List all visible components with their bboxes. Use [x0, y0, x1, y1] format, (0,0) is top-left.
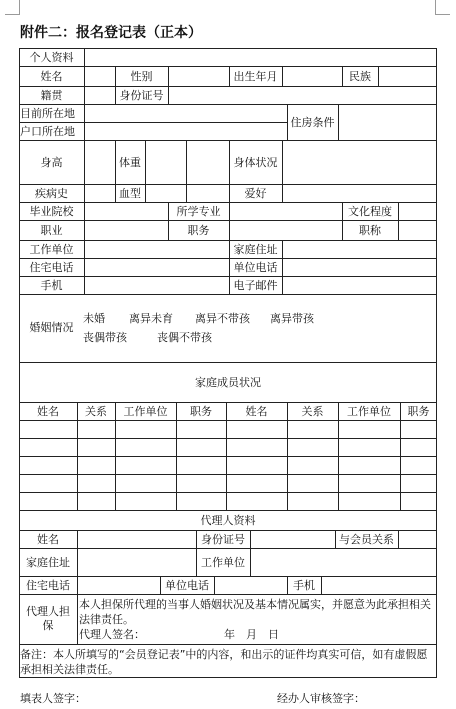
family-col-relation: 关系 [85, 405, 107, 418]
label-work-unit: 工作单位 [29, 243, 74, 256]
section-personal-info: 个人资料 [29, 51, 74, 64]
label-name: 姓名 [40, 70, 63, 83]
label-medical-history: 疾病史 [35, 187, 68, 200]
label-native-place: 籍贯 [40, 89, 63, 102]
family-col-work-unit: 工作单位 [347, 405, 391, 418]
label-gender: 性别 [130, 70, 153, 83]
agent-label-mobile: 手机 [293, 579, 315, 592]
label-height: 身高 [40, 156, 63, 169]
family-col-work-unit: 工作单位 [123, 405, 168, 418]
agent-label-home-address: 家庭住址 [26, 556, 70, 569]
label-occupation: 职业 [40, 224, 63, 237]
label-email: 电子邮件 [233, 279, 278, 292]
label-work-phone: 单位电话 [233, 261, 278, 274]
label-weight: 体重 [119, 156, 141, 169]
label-health: 身体状况 [233, 156, 278, 169]
agent-label-work-unit: 工作单位 [201, 556, 245, 569]
guarantee-statement: 本人担保所代理的当事人婚姻状况及基本情况属实，并愿意为此承担相关法律责任。 [79, 598, 431, 626]
marital-option-widowed-without-child: 丧偶不带孩 [157, 331, 212, 344]
page-corner-mark [435, 0, 450, 15]
family-col-relation: 关系 [301, 405, 324, 418]
marital-option-unmarried: 未婚 [83, 312, 105, 325]
agent-label-work-phone: 单位电话 [165, 579, 209, 592]
applicant-signature-label: 填表人签字： [20, 692, 86, 705]
label-blood-type: 血型 [119, 187, 141, 200]
form-title: 附件二：报名登记表（正本） [20, 25, 202, 41]
reviewer-signature-label: 经办人审核签字： [277, 692, 365, 705]
label-birth-date: 出生年月 [233, 70, 278, 83]
agent-label-id-number: 身份证号 [201, 533, 245, 546]
label-housing: 住房条件 [290, 116, 335, 129]
label-agent-guarantee: 代理人担保 [26, 605, 70, 632]
family-col-name: 姓名 [245, 405, 268, 418]
remark-statement: 备注：本人所填写的“会员登记表”中的内容，和出示的证件均真实可信，如有虚假愿承担相关法律责任。 [20, 648, 428, 676]
agent-label-relation: 与会员关系 [339, 533, 394, 546]
registration-form-table [19, 48, 437, 678]
label-home-phone: 住宅电话 [29, 261, 74, 274]
guarantee-date: 年 月 日 [224, 628, 279, 641]
label-title-rank: 职称 [359, 224, 381, 237]
marital-option-widowed-with-child: 丧偶带孩 [83, 331, 127, 344]
agent-signature-label: 代理人签名： [79, 628, 145, 641]
label-position: 职务 [187, 224, 210, 237]
family-col-position: 职务 [407, 405, 430, 418]
label-ethnicity: 民族 [349, 70, 371, 83]
label-school: 毕业院校 [29, 205, 74, 218]
agent-label-name: 姓名 [37, 533, 59, 546]
label-major: 所学专业 [176, 205, 221, 218]
section-agent-info: 代理人资料 [200, 514, 256, 527]
marital-option-divorced-no-child: 离异未育 [129, 312, 173, 325]
marital-option-divorced-without-child: 离异不带孩 [195, 312, 250, 325]
family-col-name: 姓名 [37, 405, 59, 418]
label-hukou-location: 户口所在地 [20, 125, 75, 138]
label-education: 文化程度 [348, 205, 392, 218]
family-col-position: 职务 [190, 405, 212, 418]
marital-option-divorced-with-child: 离异带孩 [270, 312, 314, 325]
section-family-members: 家庭成员状况 [195, 376, 261, 389]
label-id-number: 身份证号 [119, 89, 164, 102]
label-marital-status: 婚姻情况 [29, 321, 74, 334]
page-corner-mark [5, 0, 20, 15]
agent-label-home-phone: 住宅电话 [26, 579, 70, 592]
label-current-location: 目前所在地 [20, 107, 75, 120]
label-home-address: 家庭住址 [233, 243, 278, 256]
label-mobile: 手机 [40, 279, 63, 292]
label-hobby: 爱好 [244, 187, 267, 200]
